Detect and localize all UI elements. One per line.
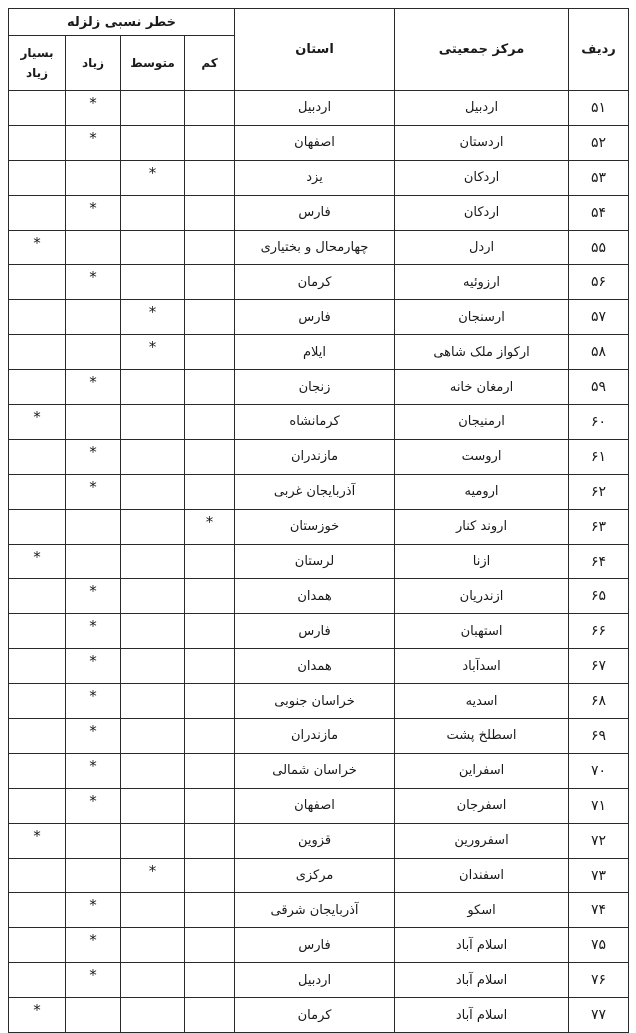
- table-row: [9, 788, 629, 823]
- risk-low-header: کم: [185, 36, 235, 91]
- risk-low-cell: [185, 160, 235, 195]
- risk-low-cell: [185, 125, 235, 160]
- table-row: [9, 579, 629, 614]
- risk-high-cell: [66, 544, 121, 579]
- risk-low-cell: [185, 963, 235, 998]
- risk-low-cell: [185, 893, 235, 928]
- province-cell: قزوین: [235, 823, 395, 858]
- table-row: [9, 998, 629, 1033]
- province-cell: یزد: [235, 160, 395, 195]
- province-cell: همدان: [235, 579, 395, 614]
- risk-very-high-cell: [9, 719, 66, 754]
- risk-medium-cell: [121, 439, 185, 474]
- row-number-cell: ۵۴: [569, 195, 629, 230]
- population-center-cell: ارکواز ملک شاهی: [395, 335, 569, 370]
- row-number-cell: ۶۹: [569, 719, 629, 754]
- province-cell: همدان: [235, 649, 395, 684]
- table-row: [9, 614, 629, 649]
- risk-very-high-cell: [9, 300, 66, 335]
- row-number-cell: ۶۸: [569, 684, 629, 719]
- risk-low-cell: [185, 91, 235, 126]
- risk-low-cell: [185, 335, 235, 370]
- risk-medium-cell: [121, 928, 185, 963]
- table-row: [9, 300, 629, 335]
- population-center-cell: اسلام آباد: [395, 963, 569, 998]
- row-number-cell: ۷۵: [569, 928, 629, 963]
- row-number-cell: ۷۳: [569, 858, 629, 893]
- province-cell: مازندران: [235, 439, 395, 474]
- risk-medium-cell: *: [121, 335, 185, 370]
- province-cell: آذربایجان غربی: [235, 474, 395, 509]
- risk-low-cell: [185, 684, 235, 719]
- population-center-cell: اسفرورین: [395, 823, 569, 858]
- relative-earthquake-risk-header: خطر نسبی زلزله: [9, 9, 235, 36]
- province-cell: زنجان: [235, 370, 395, 405]
- risk-medium-cell: *: [121, 858, 185, 893]
- row-number-cell: ۵۹: [569, 370, 629, 405]
- province-cell: آذربایجان شرقی: [235, 893, 395, 928]
- population-center-cell: اردستان: [395, 125, 569, 160]
- risk-high-cell: [66, 509, 121, 544]
- population-center-cell: اسلام آباد: [395, 998, 569, 1033]
- risk-low-cell: [185, 370, 235, 405]
- province-cell: ایلام: [235, 335, 395, 370]
- province-cell: خراسان جنوبی: [235, 684, 395, 719]
- population-center-cell: ازندریان: [395, 579, 569, 614]
- risk-very-high-cell: [9, 509, 66, 544]
- population-center-cell: ارومیه: [395, 474, 569, 509]
- table-row: [9, 405, 629, 440]
- table-row: [9, 684, 629, 719]
- table-row: [9, 195, 629, 230]
- risk-medium-cell: [121, 684, 185, 719]
- table-row: [9, 893, 629, 928]
- risk-low-cell: [185, 544, 235, 579]
- row-number-cell: ۶۴: [569, 544, 629, 579]
- province-cell: کرمان: [235, 998, 395, 1033]
- risk-medium-cell: *: [121, 300, 185, 335]
- table-row: [9, 474, 629, 509]
- risk-high-cell: [66, 858, 121, 893]
- risk-very-high-cell: [9, 265, 66, 300]
- risk-high-cell: [66, 998, 121, 1033]
- risk-medium-cell: [121, 544, 185, 579]
- row-number-cell: ۷۲: [569, 823, 629, 858]
- row-number-cell: ۷۴: [569, 893, 629, 928]
- risk-low-cell: [185, 753, 235, 788]
- risk-low-cell: [185, 928, 235, 963]
- row-number-cell: ۶۵: [569, 579, 629, 614]
- population-center-cell: ارسنجان: [395, 300, 569, 335]
- risk-low-cell: [185, 405, 235, 440]
- risk-high-cell: [66, 335, 121, 370]
- risk-very-high-cell: [9, 614, 66, 649]
- province-cell: خوزستان: [235, 509, 395, 544]
- table-row: [9, 160, 629, 195]
- risk-very-high-cell: [9, 893, 66, 928]
- risk-very-high-cell: [9, 195, 66, 230]
- province-cell: فارس: [235, 195, 395, 230]
- population-center-header: مرکز جمعیتی: [395, 9, 569, 91]
- province-cell: خراسان شمالی: [235, 753, 395, 788]
- risk-low-cell: [185, 230, 235, 265]
- table-row: [9, 439, 629, 474]
- risk-medium-cell: [121, 509, 185, 544]
- risk-very-high-cell: [9, 928, 66, 963]
- row-number-cell: ۵۵: [569, 230, 629, 265]
- table-row: [9, 753, 629, 788]
- risk-high-cell: *: [66, 125, 121, 160]
- risk-medium-cell: [121, 474, 185, 509]
- risk-very-high-cell: [9, 91, 66, 126]
- province-cell: لرستان: [235, 544, 395, 579]
- population-center-cell: اردکان: [395, 160, 569, 195]
- table-row: [9, 544, 629, 579]
- risk-medium-cell: [121, 719, 185, 754]
- risk-high-cell: *: [66, 91, 121, 126]
- risk-very-high-cell: *: [9, 544, 66, 579]
- province-cell: کرمان: [235, 265, 395, 300]
- risk-medium-cell: [121, 614, 185, 649]
- row-number-cell: ۷۰: [569, 753, 629, 788]
- risk-medium-cell: [121, 91, 185, 126]
- table-row: [9, 858, 629, 893]
- province-cell: مازندران: [235, 719, 395, 754]
- table-row: [9, 823, 629, 858]
- risk-very-high-cell: *: [9, 998, 66, 1033]
- risk-very-high-cell: [9, 160, 66, 195]
- risk-very-high-cell: [9, 439, 66, 474]
- risk-high-cell: *: [66, 370, 121, 405]
- risk-very-high-cell: *: [9, 230, 66, 265]
- risk-very-high-cell: [9, 125, 66, 160]
- population-center-cell: اروند کنار: [395, 509, 569, 544]
- risk-low-cell: [185, 579, 235, 614]
- population-center-cell: اردل: [395, 230, 569, 265]
- population-center-cell: اسدیه: [395, 684, 569, 719]
- province-cell: کرمانشاه: [235, 405, 395, 440]
- risk-very-high-line1: بسیار: [20, 46, 54, 60]
- row-number-cell: ۵۲: [569, 125, 629, 160]
- province-cell: فارس: [235, 614, 395, 649]
- risk-high-cell: *: [66, 265, 121, 300]
- row-number-cell: ۵۶: [569, 265, 629, 300]
- risk-medium-cell: [121, 893, 185, 928]
- risk-high-cell: *: [66, 719, 121, 754]
- earthquake-risk-table: [8, 8, 629, 1033]
- population-center-cell: اسکو: [395, 893, 569, 928]
- risk-very-high-cell: [9, 858, 66, 893]
- risk-high-cell: *: [66, 439, 121, 474]
- risk-medium-cell: [121, 265, 185, 300]
- risk-medium-cell: [121, 998, 185, 1033]
- province-cell: فارس: [235, 300, 395, 335]
- risk-high-header: زیاد: [66, 36, 121, 91]
- risk-very-high-line2: زیاد: [25, 66, 49, 80]
- row-number-cell: ۷۷: [569, 998, 629, 1033]
- row-number-header: ردیف: [569, 9, 629, 91]
- risk-medium-cell: [121, 370, 185, 405]
- risk-low-cell: [185, 474, 235, 509]
- risk-low-cell: [185, 265, 235, 300]
- risk-high-cell: *: [66, 893, 121, 928]
- row-number-cell: ۶۰: [569, 405, 629, 440]
- population-center-cell: اسلام آباد: [395, 928, 569, 963]
- population-center-cell: اردکان: [395, 195, 569, 230]
- province-cell: چهارمحال و بختیاری: [235, 230, 395, 265]
- risk-high-cell: *: [66, 614, 121, 649]
- risk-medium-cell: [121, 823, 185, 858]
- table-row: [9, 719, 629, 754]
- risk-medium-cell: [121, 405, 185, 440]
- risk-medium-cell: [121, 195, 185, 230]
- province-cell: اردبیل: [235, 91, 395, 126]
- row-number-cell: ۵۸: [569, 335, 629, 370]
- risk-very-high-cell: [9, 753, 66, 788]
- risk-very-high-cell: [9, 963, 66, 998]
- risk-medium-cell: *: [121, 160, 185, 195]
- population-center-cell: اردبیل: [395, 91, 569, 126]
- table-row: [9, 230, 629, 265]
- risk-very-high-cell: *: [9, 405, 66, 440]
- province-cell: فارس: [235, 928, 395, 963]
- risk-medium-cell: [121, 788, 185, 823]
- risk-very-high-cell: [9, 474, 66, 509]
- table-row: [9, 335, 629, 370]
- risk-very-high-cell: [9, 649, 66, 684]
- risk-high-cell: [66, 823, 121, 858]
- population-center-cell: اروست: [395, 439, 569, 474]
- population-center-cell: اسطلخ پشت: [395, 719, 569, 754]
- risk-medium-cell: [121, 649, 185, 684]
- risk-medium-cell: [121, 230, 185, 265]
- table-row: [9, 509, 629, 544]
- province-cell: اردبیل: [235, 963, 395, 998]
- risk-high-cell: [66, 230, 121, 265]
- risk-medium-cell: [121, 125, 185, 160]
- population-center-cell: استهبان: [395, 614, 569, 649]
- risk-high-cell: *: [66, 753, 121, 788]
- risk-very-high-cell: [9, 370, 66, 405]
- province-cell: اصفهان: [235, 125, 395, 160]
- population-center-cell: ارمغان خانه: [395, 370, 569, 405]
- population-center-cell: ازنا: [395, 544, 569, 579]
- population-center-cell: اسفراین: [395, 753, 569, 788]
- row-number-cell: ۶۶: [569, 614, 629, 649]
- population-center-cell: ارمنیجان: [395, 405, 569, 440]
- risk-very-high-cell: *: [9, 823, 66, 858]
- risk-low-cell: [185, 719, 235, 754]
- risk-medium-cell: [121, 753, 185, 788]
- risk-high-cell: *: [66, 649, 121, 684]
- risk-very-high-header: [9, 36, 66, 91]
- province-cell: اصفهان: [235, 788, 395, 823]
- row-number-cell: ۶۱: [569, 439, 629, 474]
- row-number-cell: ۵۱: [569, 91, 629, 126]
- table-row: [9, 370, 629, 405]
- row-number-cell: ۶۳: [569, 509, 629, 544]
- risk-low-cell: [185, 788, 235, 823]
- risk-low-cell: [185, 649, 235, 684]
- risk-medium-cell: [121, 579, 185, 614]
- risk-low-cell: [185, 195, 235, 230]
- table-row: [9, 91, 629, 126]
- risk-very-high-cell: [9, 335, 66, 370]
- table-row: [9, 125, 629, 160]
- population-center-cell: اسفرجان: [395, 788, 569, 823]
- row-number-cell: ۵۳: [569, 160, 629, 195]
- risk-high-cell: *: [66, 963, 121, 998]
- risk-low-cell: [185, 998, 235, 1033]
- risk-high-cell: [66, 160, 121, 195]
- row-number-cell: ۵۷: [569, 300, 629, 335]
- risk-low-cell: *: [185, 509, 235, 544]
- population-center-cell: اسدآباد: [395, 649, 569, 684]
- row-number-cell: ۶۲: [569, 474, 629, 509]
- risk-high-cell: *: [66, 195, 121, 230]
- risk-medium-header: متوسط: [121, 36, 185, 91]
- risk-very-high-cell: [9, 788, 66, 823]
- row-number-cell: ۶۷: [569, 649, 629, 684]
- row-number-cell: ۷۱: [569, 788, 629, 823]
- risk-high-cell: *: [66, 788, 121, 823]
- table-row: [9, 963, 629, 998]
- risk-high-cell: *: [66, 474, 121, 509]
- risk-low-cell: [185, 439, 235, 474]
- risk-high-cell: *: [66, 928, 121, 963]
- risk-low-cell: [185, 614, 235, 649]
- population-center-cell: ارزوئیه: [395, 265, 569, 300]
- risk-very-high-cell: [9, 684, 66, 719]
- risk-high-cell: *: [66, 684, 121, 719]
- table-row: [9, 649, 629, 684]
- table-body: [9, 91, 629, 1033]
- province-header: استان: [235, 9, 395, 91]
- risk-high-cell: [66, 300, 121, 335]
- population-center-cell: اسفندان: [395, 858, 569, 893]
- row-number-cell: ۷۶: [569, 963, 629, 998]
- risk-low-cell: [185, 823, 235, 858]
- risk-high-cell: *: [66, 579, 121, 614]
- risk-medium-cell: [121, 963, 185, 998]
- risk-low-cell: [185, 300, 235, 335]
- risk-low-cell: [185, 858, 235, 893]
- province-cell: مرکزی: [235, 858, 395, 893]
- table-row: [9, 928, 629, 963]
- risk-high-cell: [66, 405, 121, 440]
- risk-very-high-cell: [9, 579, 66, 614]
- table-row: [9, 265, 629, 300]
